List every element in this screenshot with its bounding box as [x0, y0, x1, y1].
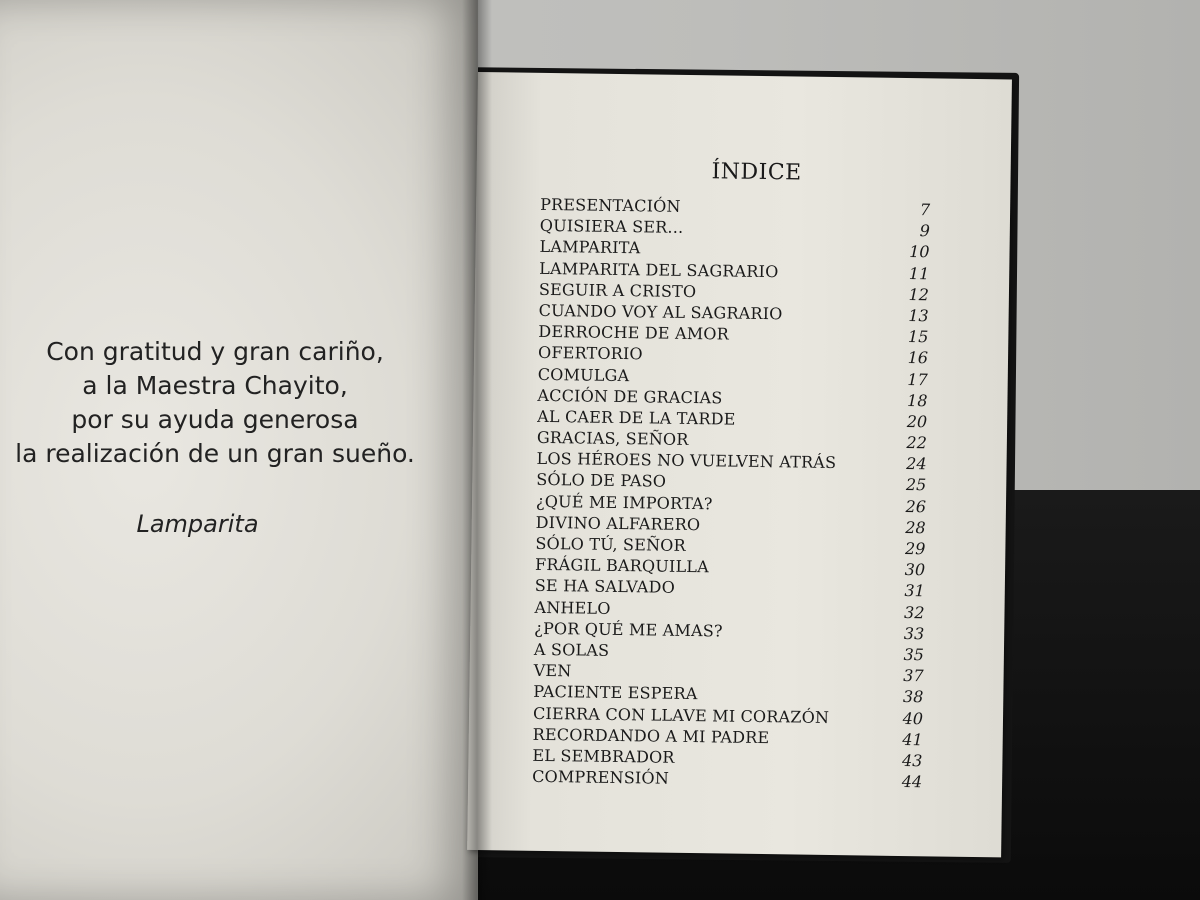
toc-entry-page: 12: [908, 284, 930, 305]
toc-entry-title: LAMPARITA: [539, 237, 641, 258]
toc-entry-title: ¿POR QUÉ ME AMAS?: [534, 618, 723, 641]
dedication-line: Con gratitud y gran cariño,: [46, 337, 384, 366]
toc-entry-page: 26: [905, 496, 927, 516]
toc-entry-title: LAMPARITA DEL SAGRARIO: [539, 258, 779, 281]
toc-entry-page: 20: [906, 411, 928, 432]
toc-entry-page: 11: [908, 263, 930, 283]
toc-entry-title: SE HA SALVADO: [534, 576, 676, 598]
toc-entry-page: 44: [901, 772, 923, 792]
toc-entry-page: 18: [906, 390, 928, 410]
toc-entry-page: 38: [902, 687, 924, 707]
toc-entry-page: 28: [905, 517, 926, 538]
toc-entry-title: SÓLO DE PASO: [536, 470, 667, 492]
toc-entry-page: 7: [919, 200, 931, 220]
toc-entry-page: 10: [909, 242, 930, 262]
toc-entry-page: 15: [907, 327, 929, 347]
toc-entry-page: 13: [908, 305, 929, 326]
toc-entry-page: 40: [902, 708, 924, 728]
toc-entry-title: OFERTORIO: [537, 343, 643, 364]
toc-entry-page: 37: [903, 666, 924, 686]
toc-entry-title: SEGUIR A CRISTO: [538, 279, 697, 301]
dedication-signature: Lamparita: [136, 510, 259, 538]
toc-entry-title: PACIENTE ESPERA: [533, 682, 698, 704]
dedication-text: [0, 335, 430, 471]
toc-entry-title: FRÁGIL BARQUILLA: [534, 555, 710, 577]
dedication-line: la realización de un gran sueño.: [15, 439, 415, 468]
toc-entry-page: 24: [906, 454, 927, 474]
toc-entry-page: 16: [907, 348, 929, 368]
toc-entry: [532, 767, 922, 794]
toc-entry-page: 41: [902, 729, 923, 749]
toc-entry-title: ACCIÓN DE GRACIAS: [537, 385, 723, 408]
right-page: [467, 72, 1012, 857]
toc-entry-title: COMULGA: [537, 364, 630, 385]
toc-entry-title: SÓLO TÚ, SEÑOR: [535, 533, 686, 555]
toc-entry-page: 17: [907, 369, 928, 389]
index-title: ÍNDICE: [711, 159, 802, 186]
toc-entry-title: COMPRENSIÓN: [532, 766, 670, 788]
toc-entry-title: AL CAER DE LA TARDE: [537, 406, 736, 429]
toc-entry-page: 35: [903, 644, 925, 665]
toc-entry-title: ANHELO: [534, 597, 611, 618]
toc-entry-title: ¿QUÉ ME IMPORTA?: [535, 491, 713, 513]
toc-entry-title: LOS HÉROES NO VUELVEN ATRÁS: [536, 449, 837, 473]
toc-entry-page: 43: [901, 750, 923, 771]
toc-entry-title: DERROCHE DE AMOR: [538, 321, 730, 344]
book-spine: [462, 0, 492, 900]
toc-entry-title: EL SEMBRADOR: [532, 745, 675, 767]
toc-entry-title: VEN: [533, 660, 572, 681]
toc-entry-page: 25: [905, 475, 927, 495]
toc-entry-page: 33: [903, 623, 925, 644]
toc-entry-page: 9: [919, 221, 930, 241]
toc-entry-page: 29: [904, 539, 926, 559]
toc-entry-title: PRESENTACIÓN: [540, 194, 681, 216]
toc-entry-title: GRACIAS, SEÑOR: [536, 427, 689, 450]
toc-entry-title: QUISIERA SER...: [539, 216, 684, 238]
toc-entry-page: 22: [906, 433, 927, 453]
table-of-contents: [532, 195, 930, 794]
toc-entry-title: CIERRA CON LLAVE MI CORAZÓN: [532, 703, 830, 727]
toc-entry-title: A SOLAS: [533, 639, 610, 660]
toc-entry-page: 30: [904, 560, 926, 580]
dedication-line: a la Maestra Chayito,: [82, 371, 348, 400]
toc-entry-title: CUANDO VOY AL SAGRARIO: [538, 300, 783, 324]
toc-entry-page: 32: [904, 602, 925, 622]
left-page: [0, 0, 478, 900]
dedication-line: por su ayuda generosa: [71, 405, 359, 434]
toc-entry-page: 31: [904, 581, 925, 601]
toc-entry-title: RECORDANDO A MI PADRE: [532, 724, 770, 747]
toc-entry-title: DIVINO ALFARERO: [535, 512, 701, 534]
